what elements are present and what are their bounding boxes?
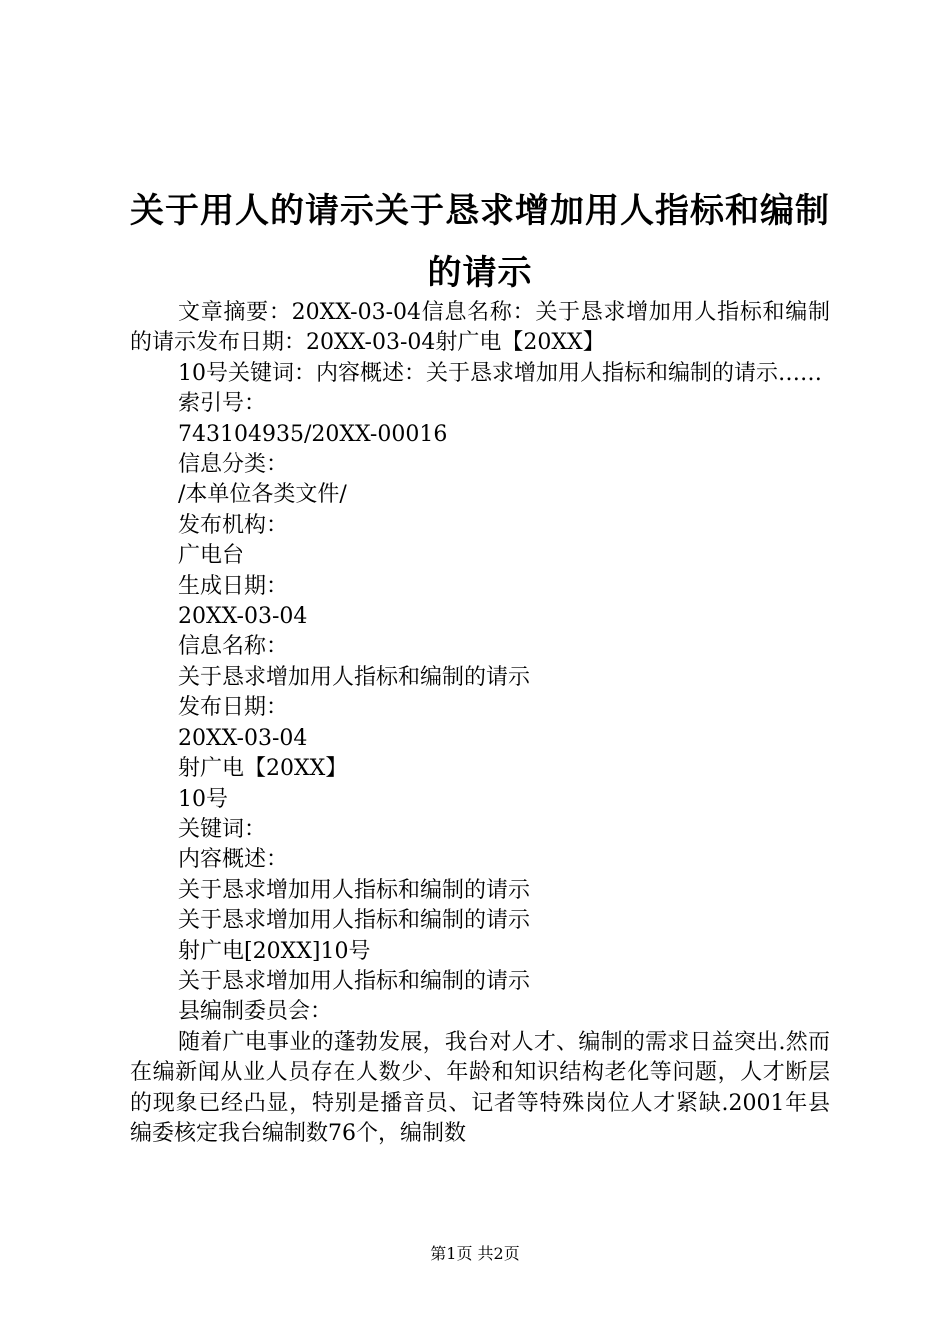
created-date-value: 20XX-03-04	[178, 604, 308, 630]
document-title	[120, 180, 840, 304]
title-line-2: 的请示	[427, 253, 533, 293]
info-name-value: 关于恳求增加用人指标和编制的请示	[178, 664, 531, 690]
summary-paragraph-continued: 10号关键词：内容概述：关于恳求增加用人指标和编制的请示……	[178, 360, 822, 386]
publish-date-label: 发布日期：	[178, 695, 289, 721]
document-number-suffix: 10号	[178, 786, 228, 812]
info-name-label: 信息名称：	[178, 634, 289, 660]
index-value: 743104935/20XX-00016	[178, 421, 448, 447]
overview-value: 关于恳求增加用人指标和编制的请示	[178, 877, 531, 903]
document-body	[130, 298, 830, 1149]
publish-date-value: 20XX-03-04	[178, 725, 308, 751]
summary-paragraph: 文章摘要：20XX-03-04信息名称：关于恳求增加用人指标和编制的请示发布日期：20XX-03-04射广电【20XX】	[130, 300, 830, 356]
letter-body-paragraph: 随着广电事业的蓬勃发展，我台对人才、编制的需求日益突出.然而在编新闻从业人员存在人数少、年龄和知识结构老化等问题，人才断层的现象已经凸显，特别是播音员、记者等特殊岗位人才紧缺.2001年县编委核定我台编制数76个，编制数	[130, 1029, 830, 1146]
page-footer: 第1页 共2页	[430, 1244, 520, 1263]
created-date-label: 生成日期：	[178, 573, 289, 599]
category-label: 信息分类：	[178, 452, 289, 478]
publisher-value: 广电台	[178, 543, 245, 569]
letter-title: 关于恳求增加用人指标和编制的请示	[178, 908, 531, 934]
index-label: 索引号：	[178, 391, 267, 417]
publisher-label: 发布机构：	[178, 512, 289, 538]
title-line-1: 关于用人的请示关于恳求增加用人指标和编制	[130, 191, 830, 231]
letter-title-repeat: 关于恳求增加用人指标和编制的请示	[178, 968, 531, 994]
letter-document-number: 射广电[20XX]10号	[178, 938, 371, 964]
overview-label: 内容概述：	[178, 847, 289, 873]
keywords-label: 关键词：	[178, 816, 267, 842]
category-value: /本单位各类文件/	[178, 482, 347, 508]
document-number: 射广电【20XX】	[178, 756, 348, 782]
letter-addressee: 县编制委员会：	[178, 999, 333, 1025]
